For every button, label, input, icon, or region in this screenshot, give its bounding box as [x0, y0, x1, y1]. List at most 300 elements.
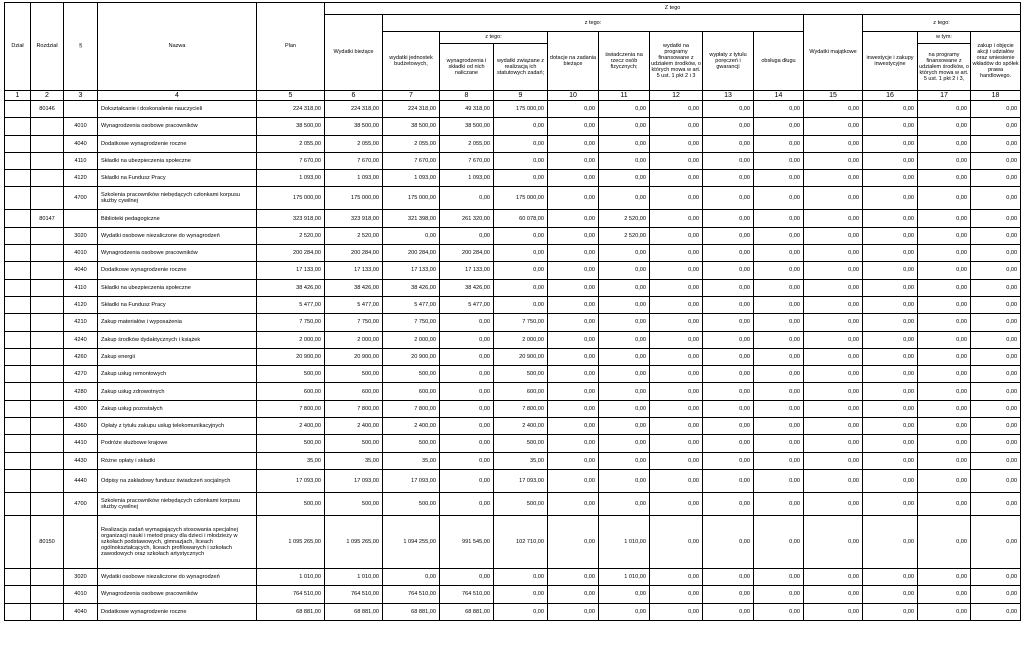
cell-obsluga-dlugu: 0,00 — [754, 568, 804, 585]
cell-wydatki-zwiazane: 2 400,00 — [494, 418, 548, 435]
cell-dzial — [5, 348, 31, 365]
cell-zakup-akcji: 0,00 — [971, 568, 1021, 585]
cell-paragraf: 4110 — [64, 152, 98, 169]
cell-inwestycje: 0,00 — [863, 296, 918, 313]
header-zakup-akcji: zakup i objęcie akcji i udziałów oraz wniesienie wkładów do spółek prawa handlowego. — [971, 32, 1021, 91]
header-swiadczenia: świadczenia na rzecz osób fizycznych; — [599, 32, 650, 91]
header-dzial: Dział — [5, 3, 31, 91]
cell-wydatki-jednostek: 35,00 — [383, 452, 440, 469]
cell-rozdzial — [31, 568, 64, 585]
cell-wynagrodzenia: 261 320,00 — [440, 210, 494, 227]
cell-paragraf: 4700 — [64, 492, 98, 515]
cell-wynagrodzenia: 0,00 — [440, 418, 494, 435]
column-number: 4 — [98, 91, 257, 101]
cell-wynagrodzenia: 991 545,00 — [440, 515, 494, 568]
cell-wynagrodzenia: 0,00 — [440, 348, 494, 365]
cell-wynagrodzenia: 7 670,00 — [440, 152, 494, 169]
cell-wydatki-majatkowe: 0,00 — [804, 435, 863, 452]
cell-nazwa: Podróże służbowe krajowe — [98, 435, 257, 452]
cell-zakup-akcji: 0,00 — [971, 366, 1021, 383]
cell-wynagrodzenia: 0,00 — [440, 492, 494, 515]
cell-nazwa: Różne opłaty i składki — [98, 452, 257, 469]
cell-wydatki-biezace: 175 000,00 — [325, 187, 383, 210]
cell-zakup-akcji: 0,00 — [971, 515, 1021, 568]
cell-swiadczenia: 0,00 — [599, 603, 650, 620]
cell-rozdzial — [31, 383, 64, 400]
cell-wynagrodzenia: 0,00 — [440, 452, 494, 469]
cell-swiadczenia: 0,00 — [599, 170, 650, 187]
cell-obsluga-dlugu: 0,00 — [754, 515, 804, 568]
cell-rozdzial — [31, 469, 64, 492]
cell-wydatki-zwiazane: 600,00 — [494, 383, 548, 400]
cell-wydatki-jednostek: 500,00 — [383, 492, 440, 515]
cell-rozdzial — [31, 366, 64, 383]
table-row — [5, 227, 1021, 244]
cell-wyplaty: 0,00 — [703, 435, 754, 452]
cell-swiadczenia: 1 010,00 — [599, 568, 650, 585]
cell-wydatki-programy: 0,00 — [650, 262, 703, 279]
cell-swiadczenia: 0,00 — [599, 435, 650, 452]
column-number: 17 — [918, 91, 971, 101]
cell-wydatki-programy: 0,00 — [650, 227, 703, 244]
cell-wynagrodzenia: 1 093,00 — [440, 170, 494, 187]
cell-nazwa: Składki na ubezpieczenia społeczne — [98, 152, 257, 169]
cell-wydatki-jednostek: 224 318,00 — [383, 101, 440, 118]
cell-wydatki-majatkowe: 0,00 — [804, 279, 863, 296]
cell-dzial — [5, 296, 31, 313]
cell-swiadczenia: 2 520,00 — [599, 210, 650, 227]
cell-wydatki-biezace: 7 750,00 — [325, 314, 383, 331]
cell-obsluga-dlugu: 0,00 — [754, 331, 804, 348]
cell-nazwa: Zakup materiałów i wyposażenia — [98, 314, 257, 331]
cell-inwestycje: 0,00 — [863, 603, 918, 620]
cell-plan: 175 000,00 — [257, 187, 325, 210]
cell-dzial — [5, 118, 31, 135]
cell-na-programy: 0,00 — [918, 452, 971, 469]
cell-dzial — [5, 418, 31, 435]
cell-rozdzial — [31, 118, 64, 135]
cell-obsluga-dlugu: 0,00 — [754, 245, 804, 262]
cell-rozdzial — [31, 279, 64, 296]
cell-inwestycje: 0,00 — [863, 152, 918, 169]
cell-paragraf: 4010 — [64, 118, 98, 135]
cell-wydatki-zwiazane: 500,00 — [494, 435, 548, 452]
cell-wydatki-majatkowe: 0,00 — [804, 515, 863, 568]
cell-zakup-akcji: 0,00 — [971, 118, 1021, 135]
cell-wydatki-biezace: 1 095 265,00 — [325, 515, 383, 568]
cell-nazwa: Odpisy na zakładowy fundusz świadczeń socjalnych — [98, 469, 257, 492]
cell-wydatki-majatkowe: 0,00 — [804, 603, 863, 620]
cell-wydatki-programy: 0,00 — [650, 118, 703, 135]
cell-swiadczenia: 0,00 — [599, 383, 650, 400]
cell-wydatki-majatkowe: 0,00 — [804, 492, 863, 515]
cell-wydatki-programy: 0,00 — [650, 348, 703, 365]
cell-zakup-akcji: 0,00 — [971, 435, 1021, 452]
cell-wydatki-zwiazane: 17 093,00 — [494, 469, 548, 492]
cell-wynagrodzenia: 38 500,00 — [440, 118, 494, 135]
cell-dotacje: 0,00 — [548, 568, 599, 585]
cell-zakup-akcji: 0,00 — [971, 314, 1021, 331]
cell-plan: 5 477,00 — [257, 296, 325, 313]
cell-wydatki-programy: 0,00 — [650, 400, 703, 417]
cell-nazwa: Szkolenia pracowników niebędących członkami korpusu służby cywilnej — [98, 187, 257, 210]
cell-wydatki-majatkowe: 0,00 — [804, 187, 863, 210]
cell-swiadczenia: 0,00 — [599, 366, 650, 383]
cell-wydatki-biezace: 323 918,00 — [325, 210, 383, 227]
cell-paragraf: 4430 — [64, 452, 98, 469]
cell-obsluga-dlugu: 0,00 — [754, 296, 804, 313]
cell-dotacje: 0,00 — [548, 492, 599, 515]
cell-swiadczenia: 0,00 — [599, 469, 650, 492]
cell-zakup-akcji: 0,00 — [971, 586, 1021, 603]
column-number-row — [5, 91, 1021, 101]
cell-wydatki-majatkowe: 0,00 — [804, 245, 863, 262]
cell-dotacje: 0,00 — [548, 262, 599, 279]
cell-zakup-akcji: 0,00 — [971, 331, 1021, 348]
cell-wydatki-zwiazane: 35,00 — [494, 452, 548, 469]
cell-wynagrodzenia: 764 510,00 — [440, 586, 494, 603]
cell-wydatki-biezace: 20 900,00 — [325, 348, 383, 365]
cell-wydatki-zwiazane: 175 000,00 — [494, 101, 548, 118]
cell-na-programy: 0,00 — [918, 187, 971, 210]
cell-wydatki-biezace: 600,00 — [325, 383, 383, 400]
cell-wydatki-programy: 0,00 — [650, 152, 703, 169]
cell-wydatki-biezace: 7 670,00 — [325, 152, 383, 169]
cell-obsluga-dlugu: 0,00 — [754, 314, 804, 331]
cell-dotacje: 0,00 — [548, 152, 599, 169]
cell-na-programy: 0,00 — [918, 118, 971, 135]
cell-wydatki-zwiazane: 0,00 — [494, 279, 548, 296]
cell-wydatki-jednostek: 68 881,00 — [383, 603, 440, 620]
cell-nazwa: Opłaty z tytułu zakupu usług telekomunikacyjnych — [98, 418, 257, 435]
cell-dzial — [5, 187, 31, 210]
cell-wydatki-programy: 0,00 — [650, 452, 703, 469]
cell-zakup-akcji: 0,00 — [971, 452, 1021, 469]
table-row — [5, 296, 1021, 313]
cell-wyplaty: 0,00 — [703, 383, 754, 400]
cell-swiadczenia: 0,00 — [599, 245, 650, 262]
cell-wyplaty: 0,00 — [703, 210, 754, 227]
cell-dzial — [5, 568, 31, 585]
cell-wyplaty: 0,00 — [703, 135, 754, 152]
cell-wydatki-majatkowe: 0,00 — [804, 366, 863, 383]
header-z-tego-jednostek: z tego: — [440, 32, 548, 44]
cell-paragraf: 4360 — [64, 418, 98, 435]
cell-swiadczenia: 0,00 — [599, 452, 650, 469]
table-header — [5, 3, 1021, 101]
table-row — [5, 279, 1021, 296]
cell-zakup-akcji: 0,00 — [971, 152, 1021, 169]
cell-plan: 17 093,00 — [257, 469, 325, 492]
cell-rozdzial — [31, 586, 64, 603]
cell-wydatki-majatkowe: 0,00 — [804, 314, 863, 331]
cell-rozdzial — [31, 170, 64, 187]
cell-wydatki-majatkowe: 0,00 — [804, 452, 863, 469]
cell-paragraf: 4010 — [64, 586, 98, 603]
cell-swiadczenia: 0,00 — [599, 101, 650, 118]
cell-wyplaty: 0,00 — [703, 170, 754, 187]
cell-wydatki-biezace: 17 133,00 — [325, 262, 383, 279]
cell-inwestycje: 0,00 — [863, 170, 918, 187]
cell-wydatki-biezace: 35,00 — [325, 452, 383, 469]
cell-wydatki-programy: 0,00 — [650, 170, 703, 187]
cell-plan: 38 500,00 — [257, 118, 325, 135]
cell-nazwa: Zakup środków dydaktycznych i książek — [98, 331, 257, 348]
cell-wydatki-jednostek: 17 133,00 — [383, 262, 440, 279]
cell-swiadczenia: 0,00 — [599, 187, 650, 210]
cell-wydatki-biezace: 200 284,00 — [325, 245, 383, 262]
header-wydatki-majatkowe: Wydatki majątkowe — [804, 15, 863, 91]
cell-inwestycje: 0,00 — [863, 568, 918, 585]
cell-dotacje: 0,00 — [548, 515, 599, 568]
cell-na-programy: 0,00 — [918, 331, 971, 348]
cell-wydatki-jednostek: 200 284,00 — [383, 245, 440, 262]
cell-swiadczenia: 0,00 — [599, 152, 650, 169]
cell-nazwa: Szkolenia pracowników niebędących członkami korpusu służby cywilnej — [98, 492, 257, 515]
cell-paragraf: 3020 — [64, 568, 98, 585]
cell-wyplaty: 0,00 — [703, 314, 754, 331]
cell-zakup-akcji: 0,00 — [971, 101, 1021, 118]
cell-inwestycje: 0,00 — [863, 227, 918, 244]
cell-zakup-akcji: 0,00 — [971, 245, 1021, 262]
cell-swiadczenia: 0,00 — [599, 418, 650, 435]
header-plan: Plan — [257, 3, 325, 91]
cell-dzial — [5, 262, 31, 279]
column-number: 12 — [650, 91, 703, 101]
column-number: 14 — [754, 91, 804, 101]
cell-zakup-akcji: 0,00 — [971, 187, 1021, 210]
cell-wydatki-programy: 0,00 — [650, 135, 703, 152]
cell-wydatki-biezace: 68 881,00 — [325, 603, 383, 620]
cell-dzial — [5, 101, 31, 118]
cell-paragraf: 4240 — [64, 331, 98, 348]
cell-inwestycje: 0,00 — [863, 118, 918, 135]
cell-wydatki-biezace: 5 477,00 — [325, 296, 383, 313]
cell-nazwa: Składki na Fundusz Pracy — [98, 170, 257, 187]
table-row — [5, 262, 1021, 279]
cell-wydatki-biezace: 2 400,00 — [325, 418, 383, 435]
cell-dotacje: 0,00 — [548, 331, 599, 348]
cell-wydatki-programy: 0,00 — [650, 469, 703, 492]
cell-wydatki-majatkowe: 0,00 — [804, 262, 863, 279]
cell-wyplaty: 0,00 — [703, 348, 754, 365]
cell-plan: 200 284,00 — [257, 245, 325, 262]
cell-inwestycje: 0,00 — [863, 435, 918, 452]
cell-wydatki-majatkowe: 0,00 — [804, 170, 863, 187]
cell-swiadczenia: 0,00 — [599, 348, 650, 365]
cell-wydatki-programy: 0,00 — [650, 603, 703, 620]
cell-rozdzial — [31, 296, 64, 313]
cell-inwestycje: 0,00 — [863, 366, 918, 383]
cell-plan: 17 133,00 — [257, 262, 325, 279]
header-w-tym: w tym: — [918, 32, 971, 44]
header-wydatki-biezace: Wydatki bieżące — [325, 15, 383, 91]
cell-inwestycje: 0,00 — [863, 469, 918, 492]
table-row — [5, 492, 1021, 515]
table-row — [5, 400, 1021, 417]
cell-wynagrodzenia: 5 477,00 — [440, 296, 494, 313]
table-row — [5, 435, 1021, 452]
cell-wyplaty: 0,00 — [703, 515, 754, 568]
cell-wydatki-zwiazane: 0,00 — [494, 603, 548, 620]
cell-wydatki-zwiazane: 20 900,00 — [494, 348, 548, 365]
cell-wydatki-biezace: 38 426,00 — [325, 279, 383, 296]
cell-wydatki-programy: 0,00 — [650, 435, 703, 452]
cell-dotacje: 0,00 — [548, 314, 599, 331]
cell-rozdzial: 80146 — [31, 101, 64, 118]
cell-paragraf: 4120 — [64, 170, 98, 187]
cell-inwestycje: 0,00 — [863, 262, 918, 279]
cell-inwestycje: 0,00 — [863, 492, 918, 515]
cell-dzial — [5, 515, 31, 568]
cell-wydatki-jednostek: 2 400,00 — [383, 418, 440, 435]
cell-wydatki-biezace: 1 010,00 — [325, 568, 383, 585]
cell-wydatki-majatkowe: 0,00 — [804, 227, 863, 244]
cell-dzial — [5, 170, 31, 187]
cell-wydatki-majatkowe: 0,00 — [804, 568, 863, 585]
header-wydatki-zwiazane: wydatki związane z realizacją ich statutowych zadań; — [494, 44, 548, 91]
cell-paragraf: 4040 — [64, 262, 98, 279]
cell-nazwa: Składki na Fundusz Pracy — [98, 296, 257, 313]
cell-nazwa: Dodatkowe wynagrodzenie roczne — [98, 603, 257, 620]
header-dotacje: dotacje na zadania bieżące — [548, 32, 599, 91]
table-row — [5, 383, 1021, 400]
cell-inwestycje: 0,00 — [863, 418, 918, 435]
cell-paragraf: 4700 — [64, 187, 98, 210]
cell-zakup-akcji: 0,00 — [971, 469, 1021, 492]
cell-na-programy: 0,00 — [918, 366, 971, 383]
cell-zakup-akcji: 0,00 — [971, 135, 1021, 152]
header-obsluga-dlugu: obsługa długu — [754, 32, 804, 91]
cell-wydatki-zwiazane: 0,00 — [494, 262, 548, 279]
cell-wydatki-programy: 0,00 — [650, 101, 703, 118]
cell-wydatki-programy: 0,00 — [650, 331, 703, 348]
cell-rozdzial — [31, 348, 64, 365]
cell-plan: 38 426,00 — [257, 279, 325, 296]
cell-dzial — [5, 366, 31, 383]
cell-plan: 764 510,00 — [257, 586, 325, 603]
cell-swiadczenia: 0,00 — [599, 314, 650, 331]
cell-wynagrodzenia: 0,00 — [440, 187, 494, 210]
column-number: 18 — [971, 91, 1021, 101]
cell-paragraf: 4300 — [64, 400, 98, 417]
cell-dotacje: 0,00 — [548, 586, 599, 603]
cell-wynagrodzenia: 0,00 — [440, 469, 494, 492]
cell-wydatki-jednostek: 38 426,00 — [383, 279, 440, 296]
cell-paragraf — [64, 101, 98, 118]
cell-wydatki-programy: 0,00 — [650, 492, 703, 515]
cell-wydatki-programy: 0,00 — [650, 568, 703, 585]
cell-obsluga-dlugu: 0,00 — [754, 210, 804, 227]
cell-wydatki-zwiazane: 0,00 — [494, 296, 548, 313]
cell-obsluga-dlugu: 0,00 — [754, 170, 804, 187]
cell-wyplaty: 0,00 — [703, 568, 754, 585]
cell-wydatki-majatkowe: 0,00 — [804, 586, 863, 603]
cell-inwestycje: 0,00 — [863, 210, 918, 227]
cell-swiadczenia: 0,00 — [599, 118, 650, 135]
cell-wyplaty: 0,00 — [703, 331, 754, 348]
cell-swiadczenia: 0,00 — [599, 279, 650, 296]
cell-wydatki-programy: 0,00 — [650, 187, 703, 210]
column-number: 13 — [703, 91, 754, 101]
cell-zakup-akcji: 0,00 — [971, 348, 1021, 365]
cell-na-programy: 0,00 — [918, 210, 971, 227]
cell-wynagrodzenia: 200 284,00 — [440, 245, 494, 262]
cell-zakup-akcji: 0,00 — [971, 279, 1021, 296]
cell-dotacje: 0,00 — [548, 101, 599, 118]
cell-wydatki-majatkowe: 0,00 — [804, 210, 863, 227]
table-row — [5, 348, 1021, 365]
column-number: 5 — [257, 91, 325, 101]
cell-plan: 68 881,00 — [257, 603, 325, 620]
cell-wydatki-biezace: 500,00 — [325, 492, 383, 515]
cell-dzial — [5, 279, 31, 296]
cell-na-programy: 0,00 — [918, 348, 971, 365]
cell-na-programy: 0,00 — [918, 418, 971, 435]
cell-swiadczenia: 0,00 — [599, 400, 650, 417]
cell-wyplaty: 0,00 — [703, 279, 754, 296]
cell-na-programy: 0,00 — [918, 400, 971, 417]
cell-wydatki-zwiazane: 60 078,00 — [494, 210, 548, 227]
cell-inwestycje: 0,00 — [863, 586, 918, 603]
cell-dotacje: 0,00 — [548, 366, 599, 383]
cell-obsluga-dlugu: 0,00 — [754, 586, 804, 603]
cell-dotacje: 0,00 — [548, 383, 599, 400]
cell-na-programy: 0,00 — [918, 135, 971, 152]
cell-nazwa: Biblioteki pedagogiczne — [98, 210, 257, 227]
cell-swiadczenia: 0,00 — [599, 586, 650, 603]
cell-inwestycje: 0,00 — [863, 314, 918, 331]
cell-inwestycje: 0,00 — [863, 400, 918, 417]
cell-rozdzial — [31, 227, 64, 244]
cell-nazwa: Zakup usług pozostałych — [98, 400, 257, 417]
cell-nazwa: Wynagrodzenia osobowe pracowników — [98, 118, 257, 135]
cell-na-programy: 0,00 — [918, 227, 971, 244]
cell-paragraf: 4280 — [64, 383, 98, 400]
cell-na-programy: 0,00 — [918, 245, 971, 262]
cell-wydatki-programy: 0,00 — [650, 515, 703, 568]
table-row — [5, 366, 1021, 383]
cell-inwestycje: 0,00 — [863, 245, 918, 262]
cell-wynagrodzenia: 2 055,00 — [440, 135, 494, 152]
cell-nazwa: Realizacja zadań wymagających stosowania specjalnej organizacji nauki i metod pracy dla dzieci i młodzieży w szkołach podstawowych, gimnazjach, liceach ogólnokształcących, liceach profilowanych i szkołach zawodowych oraz szkołach artystycznych — [98, 515, 257, 568]
cell-nazwa: Dokształcanie i doskonalenie nauczycieli — [98, 101, 257, 118]
column-number: 11 — [599, 91, 650, 101]
cell-swiadczenia: 0,00 — [599, 135, 650, 152]
cell-wydatki-zwiazane: 0,00 — [494, 568, 548, 585]
cell-wydatki-jednostek: 175 000,00 — [383, 187, 440, 210]
cell-obsluga-dlugu: 0,00 — [754, 262, 804, 279]
cell-inwestycje: 0,00 — [863, 331, 918, 348]
cell-wydatki-jednostek: 7 750,00 — [383, 314, 440, 331]
table-row — [5, 135, 1021, 152]
cell-wydatki-majatkowe: 0,00 — [804, 400, 863, 417]
table-body — [5, 101, 1021, 621]
cell-wydatki-majatkowe: 0,00 — [804, 469, 863, 492]
cell-wynagrodzenia: 17 133,00 — [440, 262, 494, 279]
cell-wydatki-programy: 0,00 — [650, 586, 703, 603]
cell-dzial — [5, 452, 31, 469]
cell-dzial — [5, 603, 31, 620]
cell-plan: 600,00 — [257, 383, 325, 400]
cell-dzial — [5, 314, 31, 331]
cell-wydatki-jednostek: 321 398,00 — [383, 210, 440, 227]
cell-plan: 2 055,00 — [257, 135, 325, 152]
cell-wydatki-programy: 0,00 — [650, 210, 703, 227]
cell-zakup-akcji: 0,00 — [971, 170, 1021, 187]
cell-na-programy: 0,00 — [918, 515, 971, 568]
cell-wyplaty: 0,00 — [703, 262, 754, 279]
